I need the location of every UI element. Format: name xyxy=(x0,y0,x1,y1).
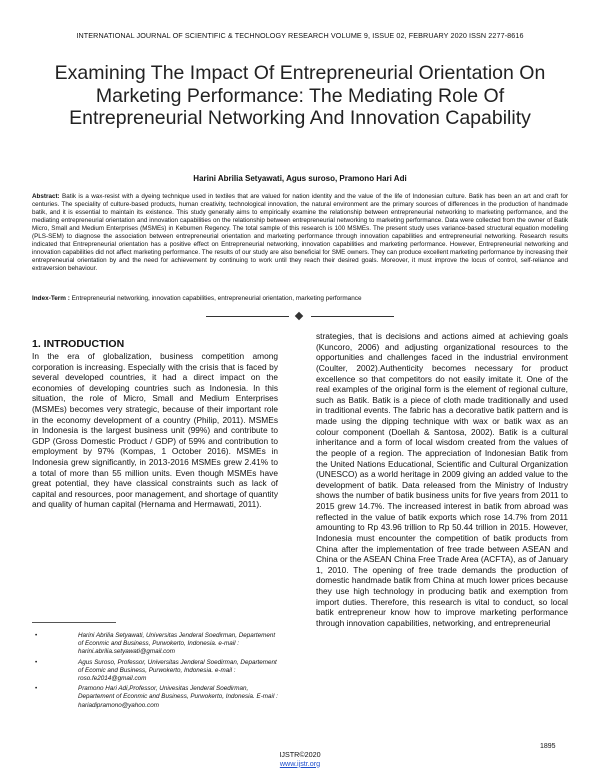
page-footer xyxy=(0,751,600,768)
divider-line-left xyxy=(206,316,289,317)
diamond-ornament-icon xyxy=(295,312,303,320)
body-column-left: In the era of globalization, business competition among corporation is increasing. Especially with the crisis that is faced by several developed countries, it had a direct impact on the economies of developing countries such as Indonesia. In this situation, the role of Micro, Small and Medium Enterprises (MSMEs) becomes very strategic, because of their important role in the economy development of a country (Philip, 2011). MSMEs in Indonesia is the largest business unit (99%) and contribute to GDP (Gross Domestic Product / GDP) of 59% and contribution to employment by 97% (Kompas, 1 October 2016). MSMEs in Indonesia grew significantly, in 2013-2016 MSMEs grew 2.41% to a total of more than 55 million units. Even though MSMEs have great potential, they have classical constraints such as lack of capital and resources, poor management, and shortage of quantity and quality of human capital (Hernama and Hermawati, 2011). xyxy=(32,351,278,510)
abstract-label: Abstract: xyxy=(32,193,60,200)
index-terms-label: Index-Term : xyxy=(32,295,70,302)
section-divider xyxy=(206,313,394,321)
section-heading-introduction: 1. INTRODUCTION xyxy=(32,338,125,350)
bullet-icon: • xyxy=(35,685,38,693)
footer-website-link[interactable]: www.ijstr.org xyxy=(279,758,321,768)
footnote-item xyxy=(32,659,282,684)
body-column-right: strategies, that is decisions and actions aimed at achieving goals (Kuncoro, 2006) and adjusting organizational resources to the opportunities and challenges faced in the industrial environment (Coulter, 2002).Authenticity becomes necessary for product excellence so that competitors do not easily imitate it. One of the real examples of the original form is the element of regional culture, such as Batik. Batik is a piece of cloth made traditionally and used in traditional events. The fabric has a decorative batik pattern and is made using the dipping technique with wax or batik wax as an colour component (Doellah & Santosa, 2002). Batik is a cultural inheritance and a form of local wisdom created from the values of the people of a region. The appreciation of Indonesian Batik from the United Nations Educational, Scientific and Cultural Organization (UNESCO) as a world heritage in 2009 giving an added value to the development of batik. Data released from the Ministry of Industry shows the number of batik business units for five years from 2011 to 2015 grew 14.7%. The increased interest in batik from abroad was reflected in the value of batik exports which rose 14.7% from 2011 amounting to Rp 43.96 trillion to Rp 50.44 trillion in 2015. However, Indonesia must encounter the competition of batik products from China after the implementation of free trade between ASEAN and China or the ASEAN China Free Trade Area (ACFTA), as of January 1, 2010. The opening of free trade demands the production of domestic handmade batik from China at much lower prices because they use high technology in producing batik and exemption from import duties. Therefore, this research is vital to conduct, so local batik entrepreneur know how to improve marketing performance through innovation capabilities, networking, and entrepreneurial xyxy=(316,331,568,628)
abstract-text: Batik is a wax-resist with a dyeing technique used in textiles that are valued for nation identity and the value of the life of Indonesian culture. Batik has been an art and craft for centuries. The speciality of culture-based products, human creativity, technological innovation, the natural environment are the primary sources of differences in the production of handmade batik, and it is essential to maintain its existence. This study generally aims to empirically examine the relationship between entrepreneurial networking to marketing performance, and the mediating entrepreneurial orientation and innovation capabilities on the relationship between entrepreneurial networking to marketing performance. Data were collected from the owner of Batik Micro, Small and Medium Enterprises (MSMEs) in Kebumen Regency. The total sample of this research is 100 MSMEs. The present study uses variance-based structural equation modelling (PLS-SEM) to diagnose the association between entrepreneurial orientation and marketing performance through innovation capabilities and entrepreneurial networking. Research results indicated that Entrepreneurial orientation has a positive effect on Entrepreneurial networking, innovation capabilities and marketing performance. However, Entrepreneurial networking and innovation capabilities did not affect marketing performance. The results of our study are also beneficial for SME owners. They can produce excellent marketing performance by increasing their entrepreneurial orientation by and the need for achievement by continuing to work until they reach their desired goals. Moreover, it must improve the locus of control, self-reliance and extraversion behaviour. xyxy=(32,193,569,273)
footnote-rule xyxy=(32,622,116,623)
index-terms-text: Entrepreneurial networking, innovation capabilities, entrepreneurial orientation, marketing performance xyxy=(71,295,362,302)
index-terms xyxy=(32,295,568,302)
author-list: Harini Abrilia Setyawati, Agus suroso, Pramono Hari Adi xyxy=(193,174,407,183)
bullet-icon: • xyxy=(35,658,38,666)
footnote-text: Pramono Hari Adi,Professor, Univesitas Jenderal Soedirman, Departement of Econmic and Business, Purwokerto, Indonesia. E-mail : hariadipramono@yahoo.com xyxy=(78,685,278,709)
abstract xyxy=(32,193,568,273)
footnote-item xyxy=(32,632,282,657)
journal-header: INTERNATIONAL JOURNAL OF SCIENTIFIC & TECHNOLOGY RESEARCH VOLUME 9, ISSUE 02, FEBRUARY 2020 ISSN 2277-8616 xyxy=(76,31,524,40)
paper-title: Examining The Impact Of Entrepreneurial Orientation On Marketing Performance: The Mediating Role Of Entrepreneurial Networking And Innovation Capability xyxy=(54,62,546,130)
footnote-text: Harini Abrilia Setyawati, Universitas Jenderal Soedirman, Departement of Econmic and Business, Purwokerto, Indonesia. e-mail : harini.abrilia.setyawati@gmail.com xyxy=(78,632,276,656)
divider-line-right xyxy=(311,316,394,317)
bullet-icon: • xyxy=(35,632,38,639)
author-footnotes xyxy=(32,632,282,712)
footer-copyright: IJSTR©2020 xyxy=(279,750,321,759)
footnote-text: Agus Suroso, Professor, Universitas Jenderal Soedirman, Departement of Ecomic and Business, Purwokerto, Indonesia. e-mail : roso.fe2014@gmail.com xyxy=(78,658,277,683)
footnote-item xyxy=(32,685,282,710)
page-number: 1895 xyxy=(540,743,556,750)
